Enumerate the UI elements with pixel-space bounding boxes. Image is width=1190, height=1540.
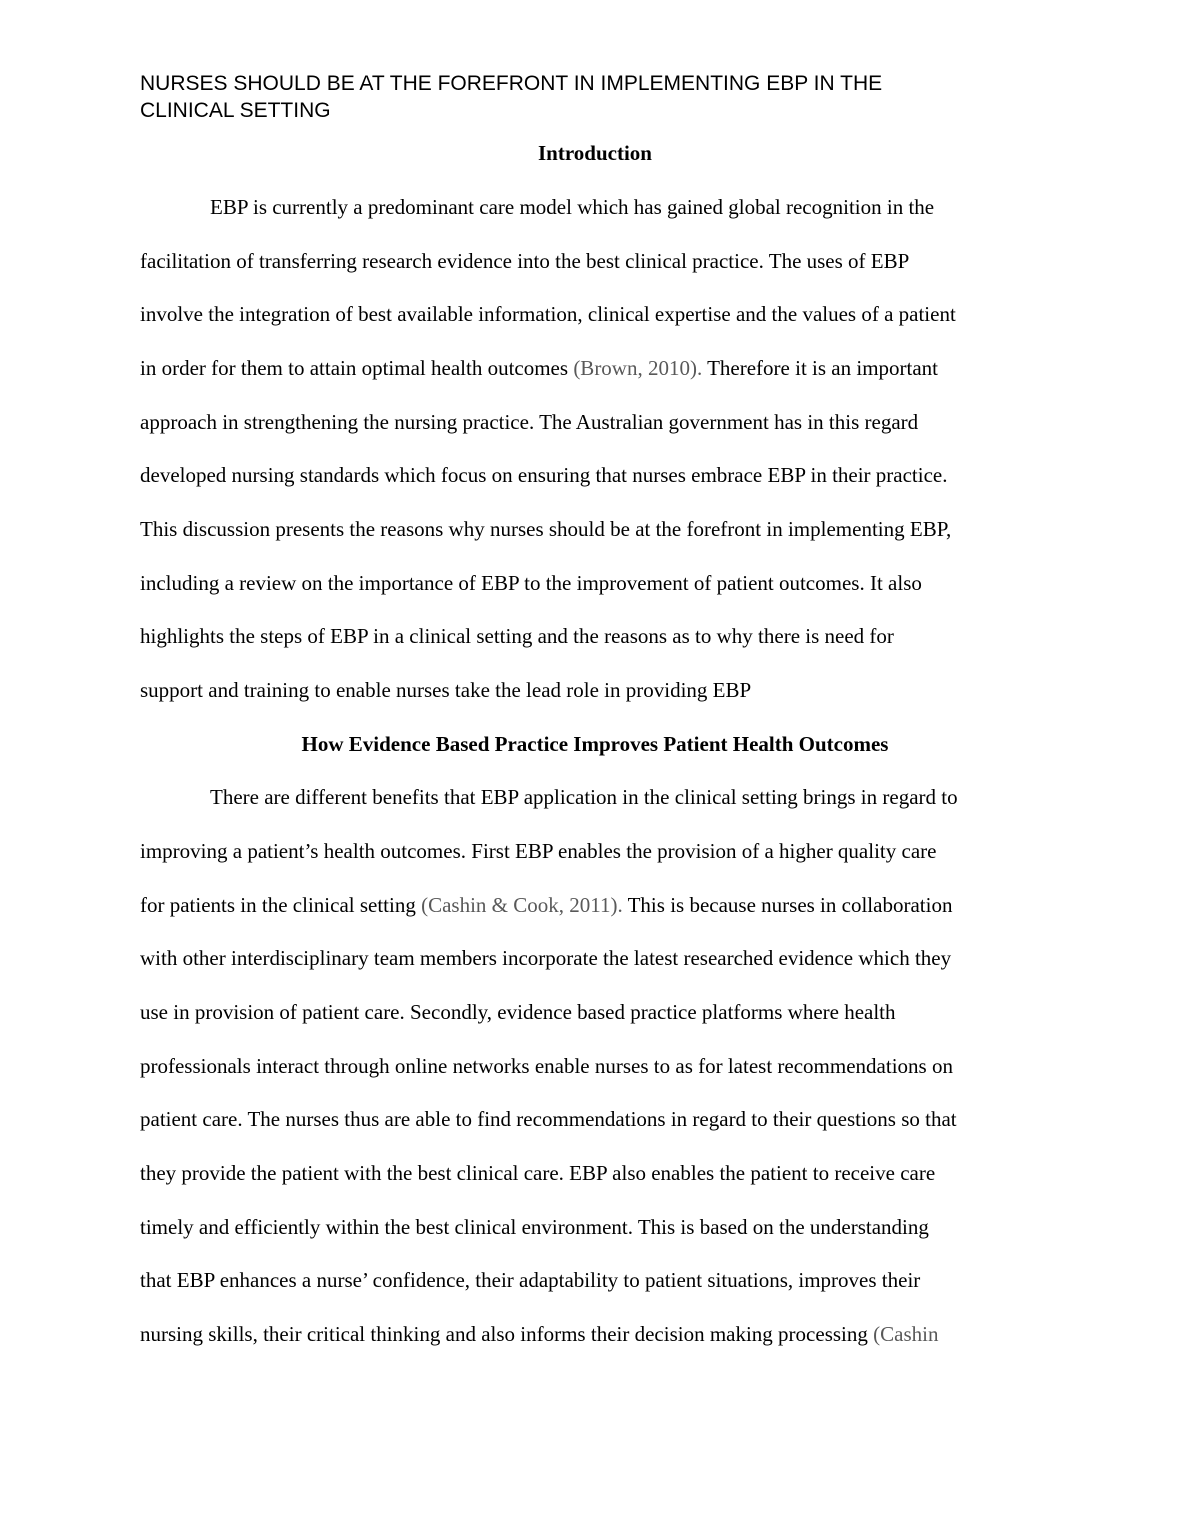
paragraph-line: patient care. The nurses thus are able to find recommendations in regard to their questions so that [140, 1107, 957, 1131]
paragraph-line: professionals interact through online networks enable nurses to as for latest recommendations on [140, 1054, 953, 1078]
paragraph-line: nursing skills, their critical thinking and also informs their decision making processing (Cashin [140, 1322, 939, 1346]
citation-cashin-cook-2011: (Cashin & Cook, 2011). [421, 893, 623, 917]
paragraph-line: use in provision of patient care. Secondly, evidence based practice platforms where health [140, 1000, 896, 1024]
running-head-line-2: CLINICAL SETTING [140, 99, 331, 122]
paragraph-line: timely and efficiently within the best clinical environment. This is based on the understanding [140, 1215, 929, 1239]
paragraph-line: including a review on the importance of EBP to the improvement of patient outcomes. It also [140, 571, 922, 595]
outcomes-heading: How Evidence Based Practice Improves Patient Health Outcomes [301, 732, 889, 756]
paragraph-line: EBP is currently a predominant care model which has gained global recognition in the [210, 195, 935, 219]
paragraph-line: improving a patient’s health outcomes. First EBP enables the provision of a higher quality care [140, 839, 937, 863]
paragraph-line: highlights the steps of EBP in a clinical setting and the reasons as to why there is need for [140, 624, 894, 648]
citation-cashin: (Cashin [873, 1322, 939, 1346]
paragraph-line: There are different benefits that EBP application in the clinical setting brings in regard to [210, 785, 958, 809]
paragraph-line: This discussion presents the reasons why nurses should be at the forefront in implementing EBP, [140, 517, 952, 541]
paragraph-line: support and training to enable nurses take the lead role in providing EBP [140, 678, 752, 702]
paragraph-line: in order for them to attain optimal health outcomes (Brown, 2010). Therefore it is an important [140, 356, 939, 380]
paragraph-line: developed nursing standards which focus on ensuring that nurses embrace EBP in their practice. [140, 463, 948, 487]
citation-brown-2010: (Brown, 2010). [573, 356, 703, 380]
paragraph-line: with other interdisciplinary team members incorporate the latest researched evidence which they [140, 946, 952, 970]
paragraph-line: that EBP enhances a nurse’ confidence, their adaptability to patient situations, improves their [140, 1268, 921, 1292]
paragraph-line: facilitation of transferring research evidence into the best clinical practice. The uses of EBP [140, 249, 910, 273]
paragraph-line: they provide the patient with the best clinical care. EBP also enables the patient to receive care [140, 1161, 936, 1185]
paragraph-line: for patients in the clinical setting (Cashin & Cook, 2011). This is because nurses in collaboration [140, 893, 953, 917]
paragraph-line: approach in strengthening the nursing practice. The Australian government has in this regard [140, 410, 919, 434]
introduction-heading: Introduction [538, 141, 652, 165]
running-head-line-1: NURSES SHOULD BE AT THE FOREFRONT IN IMPLEMENTING EBP IN THE [140, 72, 883, 95]
running-head [140, 70, 1050, 124]
paragraph-line: involve the integration of best available information, clinical expertise and the values of a patient [140, 302, 956, 326]
